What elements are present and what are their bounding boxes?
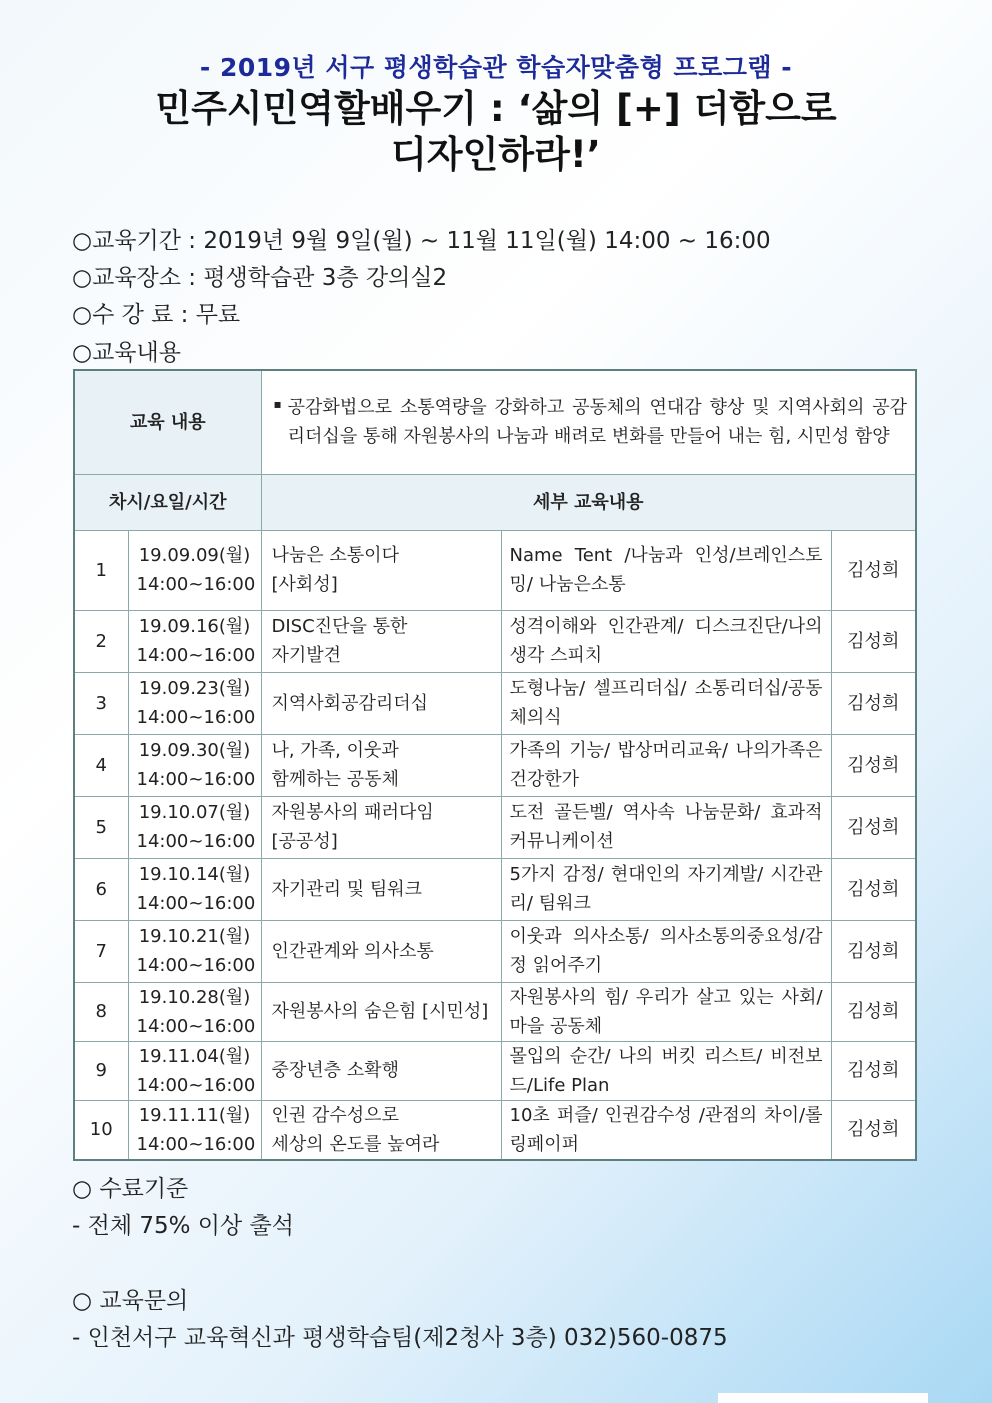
session-detail: 자원봉사의 힘/ 우리가 살고 있는 사회/마을 공동체 [501, 982, 831, 1041]
session-instructor: 김성희 [831, 672, 916, 734]
summary-row [74, 370, 916, 474]
title-line-2: 디자인하라!’ [391, 133, 601, 176]
session-topic: 중장년층 소확행 [261, 1041, 501, 1100]
info-period-value: 2019년 9월 9일(월) ~ 11월 11일(월) 14:00 ~ 16:00 [203, 228, 771, 254]
session-number: 8 [74, 982, 128, 1041]
session-detail: 도전 골든벨/ 역사속 나눔문화/ 효과적 커뮤니케이션 [501, 796, 831, 858]
table-row [74, 858, 916, 920]
session-time: 14:00~16:00 [136, 645, 256, 666]
column-header-session: 차시/요일/시간 [74, 474, 261, 530]
session-number: 9 [74, 1041, 128, 1100]
corner-box [718, 1393, 928, 1403]
table-row [74, 530, 916, 610]
session-detail: 10초 퍼즐/ 인권감수성 /관점의 차이/롤링페이퍼 [501, 1100, 831, 1160]
session-detail: 도형나눔/ 셀프리더십/ 소통리더십/공동체의식 [501, 672, 831, 734]
session-date: 19.09.09(월) [138, 545, 251, 566]
session-topic: 지역사회공감리더십 [261, 672, 501, 734]
session-datetime [128, 796, 261, 858]
session-detail: 몰입의 순간/ 나의 버킷 리스트/ 비전보드/Life Plan [501, 1041, 831, 1100]
schedule-table [73, 369, 917, 1161]
session-instructor: 김성희 [831, 982, 916, 1041]
session-time: 14:00~16:00 [136, 574, 256, 595]
table-row [74, 610, 916, 672]
session-instructor: 김성희 [831, 734, 916, 796]
session-topic: 인간관계와 의사소통 [261, 920, 501, 982]
session-date: 19.11.04(월) [138, 1045, 251, 1067]
session-detail: Name Tent /나눔과 인성/브레인스토밍/ 나눔은소통 [501, 530, 831, 610]
session-date: 19.10.28(월) [138, 986, 251, 1008]
program-title [0, 86, 992, 178]
program-subtitle: - 2019년 서구 평생학습관 학습자맞춤형 프로그램 - [199, 53, 793, 82]
info-content-label: ○교육내용 [72, 340, 181, 366]
session-date: 19.09.16(월) [138, 616, 251, 637]
session-date: 19.09.30(월) [138, 740, 251, 761]
session-number: 10 [74, 1100, 128, 1160]
session-number: 5 [74, 796, 128, 858]
title-line-1: 민주시민역할배우기 : ‘삶의 [+] 더함으로 [155, 87, 837, 130]
session-datetime [128, 920, 261, 982]
completion-value: - 전체 75% 이상 출석 [72, 1213, 294, 1239]
session-topic: 자원봉사의 패러다임 [공공성] [261, 796, 501, 858]
session-datetime [128, 982, 261, 1041]
session-topic: 나, 가족, 이웃과 함께하는 공동체 [261, 734, 501, 796]
session-instructor: 김성희 [831, 858, 916, 920]
session-topic: 나눔은 소통이다 [사회성] [261, 530, 501, 610]
session-datetime [128, 610, 261, 672]
inquiry-label: ○ 교육문의 [72, 1288, 189, 1314]
session-datetime [128, 1041, 261, 1100]
session-time: 14:00~16:00 [136, 707, 256, 728]
column-header-detail: 세부 교육내용 [261, 474, 916, 530]
table-row [74, 672, 916, 734]
table-row [74, 920, 916, 982]
session-datetime [128, 672, 261, 734]
table-row [74, 982, 916, 1041]
completion-label: ○ 수료기준 [72, 1176, 189, 1202]
info-fee [72, 296, 240, 329]
session-time: 14:00~16:00 [136, 1074, 256, 1096]
session-time: 14:00~16:00 [136, 1133, 256, 1155]
session-datetime [128, 734, 261, 796]
session-date: 19.10.14(월) [138, 864, 251, 885]
session-detail: 성격이해와 인간관계/ 디스크진단/나의 생각 스피치 [501, 610, 831, 672]
info-place-value: 평생학습관 3층 강의실2 [203, 265, 448, 291]
summary-content [261, 370, 916, 474]
session-number: 6 [74, 858, 128, 920]
session-topic: 인권 감수성으로 세상의 온도를 높여라 [261, 1100, 501, 1160]
info-fee-label: ○수 강 료 : [72, 302, 196, 328]
session-instructor: 김성희 [831, 530, 916, 610]
session-time: 14:00~16:00 [136, 955, 256, 976]
session-date: 19.10.21(월) [138, 926, 251, 947]
column-header-row [74, 474, 916, 530]
session-number: 4 [74, 734, 128, 796]
table-row [74, 734, 916, 796]
session-topic: DISC진단을 통한 자기발견 [261, 610, 501, 672]
info-period-label: ○교육기간 : [72, 228, 204, 254]
info-period [72, 222, 771, 255]
session-instructor: 김성희 [831, 610, 916, 672]
table-row [74, 1041, 916, 1100]
session-time: 14:00~16:00 [136, 893, 256, 914]
session-detail: 5가지 감정/ 현대인의 자기계발/ 시간관리/ 팀워크 [501, 858, 831, 920]
session-date: 19.11.11(월) [138, 1104, 251, 1126]
bullet-icon: ▪ [273, 397, 282, 412]
session-number: 3 [74, 672, 128, 734]
session-number: 2 [74, 610, 128, 672]
session-instructor: 김성희 [831, 1100, 916, 1160]
table-row [74, 796, 916, 858]
info-place-label: ○교육장소 : [72, 265, 204, 291]
session-instructor: 김성희 [831, 1041, 916, 1100]
summary-text: 공감화법으로 소통역량을 강화하고 공동체의 연대감 향상 및 지역사회의 공감리더십을 통해 자원봉사의 나눔과 배려로 변화를 만들어 내는 힘, 시민성 함양 [287, 397, 908, 448]
session-datetime [128, 530, 261, 610]
session-topic: 자기관리 및 팀워크 [261, 858, 501, 920]
session-datetime [128, 1100, 261, 1160]
session-time: 14:00~16:00 [136, 769, 256, 790]
session-datetime [128, 858, 261, 920]
session-time: 14:00~16:00 [136, 1015, 256, 1037]
info-fee-value: 무료 [195, 302, 241, 328]
session-instructor: 김성희 [831, 920, 916, 982]
table-row [74, 1100, 916, 1160]
info-place [72, 259, 447, 292]
summary-header: 교육 내용 [74, 370, 261, 474]
session-instructor: 김성희 [831, 796, 916, 858]
session-number: 1 [74, 530, 128, 610]
session-detail: 이웃과 의사소통/ 의사소통의중요성/감정 읽어주기 [501, 920, 831, 982]
session-time: 14:00~16:00 [136, 831, 256, 852]
session-detail: 가족의 기능/ 밥상머리교육/ 나의가족은 건강한가 [501, 734, 831, 796]
session-topic: 자원봉사의 숨은힘 [시민성] [261, 982, 501, 1041]
session-date: 19.09.23(월) [138, 678, 251, 699]
session-date: 19.10.07(월) [138, 802, 251, 823]
session-number: 7 [74, 920, 128, 982]
inquiry-value: - 인천서구 교육혁신과 평생학습팀(제2청사 3층) 032)560-0875 [72, 1325, 728, 1351]
